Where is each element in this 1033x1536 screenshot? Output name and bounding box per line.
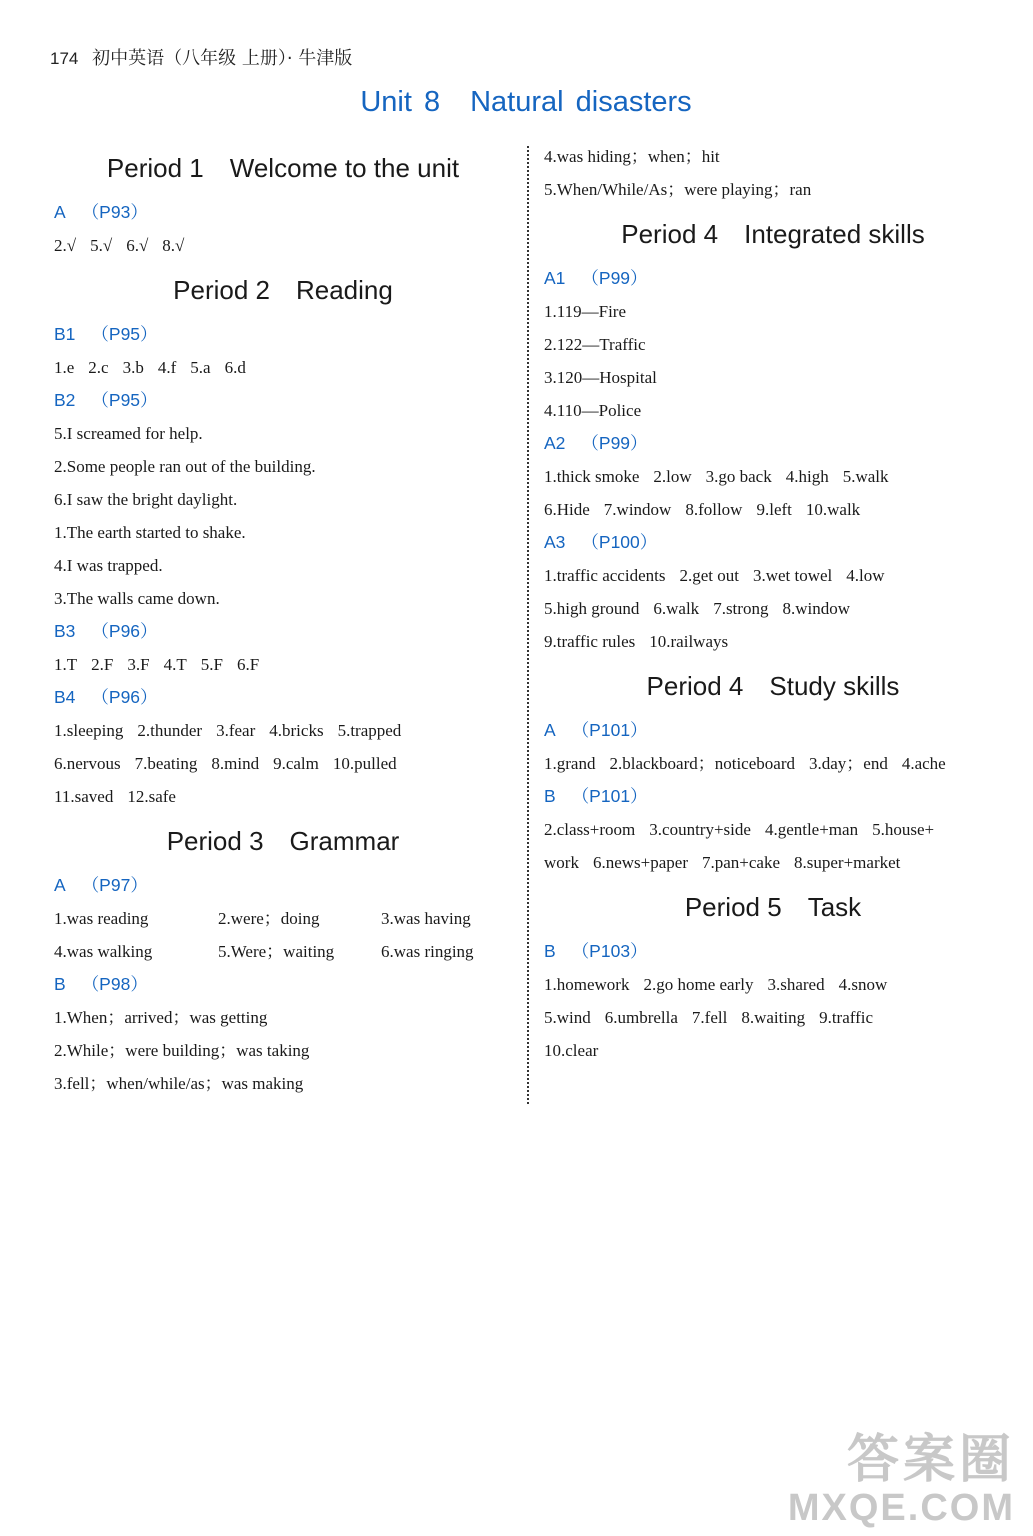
exercise-label xyxy=(48,968,518,1001)
exercise-id: B3 xyxy=(54,621,76,641)
page-header xyxy=(50,44,352,70)
answer-item: 7.fell xyxy=(691,1008,728,1027)
answer-item: 3.day；end xyxy=(808,754,888,773)
exercise-label xyxy=(48,869,518,902)
answer-item: 5.wind xyxy=(544,1008,591,1027)
answer-item: 1.e xyxy=(54,358,75,377)
answer-item: 7.beating xyxy=(134,754,198,773)
period-topic: Integrated skills xyxy=(744,219,925,249)
unit-name: Natural disasters xyxy=(470,86,692,118)
answer-item: 4.T xyxy=(163,655,187,674)
exercise-label xyxy=(538,935,1008,968)
answer-item: 2.Some people ran out of the building. xyxy=(54,457,316,476)
answer-row xyxy=(48,450,518,483)
watermark xyxy=(788,1432,1015,1528)
answer-row xyxy=(538,1001,1008,1034)
answer-item: 1.119—Fire xyxy=(544,302,627,321)
answer-item: 3.b xyxy=(122,358,144,377)
answer-item: 8.√ xyxy=(162,236,185,255)
answer-item: 5.a xyxy=(190,358,211,377)
answer-item: 4.low xyxy=(846,566,885,585)
answer-item: 7.window xyxy=(603,500,672,519)
answer-row xyxy=(538,592,1008,625)
period-number: Period 4 xyxy=(621,219,719,249)
exercise-label xyxy=(48,318,518,351)
answer-item: 2.get out xyxy=(679,566,739,585)
answer-item: 3.was having xyxy=(381,909,471,928)
period-section xyxy=(538,879,1008,1067)
exercise-id: B2 xyxy=(54,390,76,410)
book-title: 初中英语（八年级 上册）· 牛津版 xyxy=(92,48,353,69)
exercise-id: A1 xyxy=(544,268,566,288)
answer-item: 2.√ xyxy=(54,236,77,255)
answer-item: 6.F xyxy=(236,655,260,674)
answer-item: 4.snow xyxy=(838,975,888,994)
column-divider xyxy=(527,146,529,1104)
period-heading xyxy=(538,879,1008,935)
answer-item: 1.sleeping xyxy=(54,721,124,740)
answer-item: 6.umbrella xyxy=(604,1008,678,1027)
answer-item: 2.122—Traffic xyxy=(544,335,646,354)
exercise-label xyxy=(48,384,518,417)
exercise-label xyxy=(538,780,1008,813)
answer-item: 1.T xyxy=(54,655,78,674)
answer-item: 4.f xyxy=(157,358,177,377)
period-number: Period 4 xyxy=(646,671,744,701)
exercise-id: B xyxy=(54,974,66,994)
answer-row xyxy=(48,516,518,549)
answer-item: 1.grand xyxy=(544,754,596,773)
answer-item: 1.When；arrived；was getting xyxy=(54,1008,268,1027)
exercise-label xyxy=(48,681,518,714)
answer-row xyxy=(48,549,518,582)
period-heading xyxy=(48,262,518,318)
answer-item: 3.120—Hospital xyxy=(544,368,657,387)
period-number: Period 2 xyxy=(173,275,270,305)
exercise-id: A xyxy=(54,202,66,222)
answer-item: 4.gentle+man xyxy=(764,820,859,839)
answer-item: 2.c xyxy=(88,358,109,377)
answer-item: 9.calm xyxy=(273,754,319,773)
answer-item: work xyxy=(544,853,579,872)
exercise-page: （P96） xyxy=(91,687,158,707)
answer-row xyxy=(48,902,518,935)
unit-title xyxy=(0,86,1033,119)
answer-item: 10.walk xyxy=(805,500,861,519)
answer-item: 4.was hiding；when；hit xyxy=(544,147,720,166)
answer-row xyxy=(538,394,1008,427)
period-number: Period 3 xyxy=(166,826,264,856)
answer-row xyxy=(48,417,518,450)
answer-item: 6.I saw the bright daylight. xyxy=(54,490,238,509)
answer-row xyxy=(538,295,1008,328)
answer-row xyxy=(538,813,1008,846)
answer-item: 3.country+side xyxy=(649,820,751,839)
watermark-logo-text: 答案圈 xyxy=(846,1431,1015,1489)
answer-item: 2.class+room xyxy=(544,820,636,839)
continued-answers xyxy=(538,140,1008,206)
answer-item: 6.news+paper xyxy=(592,853,688,872)
answer-item: 5.trapped xyxy=(337,721,402,740)
right-column xyxy=(538,140,1008,1067)
answer-item: 2.go home early xyxy=(643,975,754,994)
exercise-page: （P103） xyxy=(571,941,648,961)
answer-item: 5.F xyxy=(200,655,223,674)
answer-item: 3.shared xyxy=(767,975,825,994)
period-number: Period 1 xyxy=(106,153,204,183)
answer-item: 2.were；doing xyxy=(218,909,320,928)
answer-row xyxy=(48,747,518,780)
answer-item: 2.blackboard；noticeboard xyxy=(609,754,795,773)
answer-item: 10.railways xyxy=(649,632,729,651)
period-section xyxy=(538,658,1008,879)
unit-number: Unit 8 xyxy=(360,86,441,118)
answer-row xyxy=(48,714,518,747)
answer-item: 8.window xyxy=(782,599,850,618)
answer-item: 2.thunder xyxy=(137,721,203,740)
answer-item: 7.strong xyxy=(713,599,769,618)
answer-item: 5.√ xyxy=(90,236,113,255)
answer-row xyxy=(538,846,1008,879)
answer-item: 6.d xyxy=(224,358,246,377)
answer-row xyxy=(48,483,518,516)
answer-item: 3.wet towel xyxy=(752,566,833,585)
answer-item: 8.waiting xyxy=(741,1008,806,1027)
page-number: 174 xyxy=(50,49,79,68)
exercise-page: （P100） xyxy=(581,532,658,552)
answer-row xyxy=(538,460,1008,493)
exercise-page: （P97） xyxy=(81,875,148,895)
period-number: Period 5 xyxy=(684,892,782,922)
answer-item: 3.F xyxy=(127,655,150,674)
period-heading xyxy=(538,206,1008,262)
answer-item: 5.I screamed for help. xyxy=(54,424,203,443)
answer-row xyxy=(538,173,1008,206)
period-section xyxy=(48,813,518,1100)
answer-item: 8.follow xyxy=(685,500,743,519)
answer-row xyxy=(538,968,1008,1001)
answer-item: 2.F xyxy=(91,655,114,674)
answer-row xyxy=(538,361,1008,394)
answer-item: 4.ache xyxy=(901,754,946,773)
period-section xyxy=(48,262,518,813)
period-section xyxy=(48,140,518,262)
answer-item: 1.was reading xyxy=(54,909,149,928)
answer-row xyxy=(48,351,518,384)
exercise-page: （P98） xyxy=(81,974,148,994)
exercise-page: （P101） xyxy=(571,720,648,740)
answer-item: 5.walk xyxy=(842,467,889,486)
answer-item: 5.Were；waiting xyxy=(218,942,335,961)
watermark-url: MXQE.COM xyxy=(787,1487,1015,1529)
exercise-label xyxy=(538,526,1008,559)
answer-row xyxy=(538,493,1008,526)
answer-row xyxy=(48,935,518,968)
answer-item: 9.traffic rules xyxy=(544,632,636,651)
answer-row xyxy=(48,1034,518,1067)
answer-item: 6.was ringing xyxy=(381,942,474,961)
answer-item: 8.mind xyxy=(211,754,260,773)
answer-item: 4.high xyxy=(785,467,829,486)
answer-row xyxy=(538,559,1008,592)
exercise-id: B4 xyxy=(54,687,76,707)
period-section xyxy=(538,206,1008,658)
answer-item: 6.√ xyxy=(126,236,149,255)
answer-item: 2.While；were building；was taking xyxy=(54,1041,310,1060)
period-heading xyxy=(538,658,1008,714)
answer-item: 5.high ground xyxy=(544,599,640,618)
answer-item: 9.left xyxy=(756,500,792,519)
exercise-id: A3 xyxy=(544,532,566,552)
answer-row xyxy=(538,625,1008,658)
answer-item: 3.go back xyxy=(705,467,772,486)
answer-item: 1.homework xyxy=(544,975,630,994)
answer-item: 4.110—Police xyxy=(544,401,642,420)
period-topic: Welcome to the unit xyxy=(229,153,460,183)
answer-item: 12.safe xyxy=(127,787,176,806)
period-heading xyxy=(48,813,518,869)
answer-row xyxy=(538,140,1008,173)
answer-item: 8.super+market xyxy=(794,853,901,872)
answer-row xyxy=(538,328,1008,361)
answer-row xyxy=(48,229,518,262)
answer-item: 6.walk xyxy=(653,599,700,618)
answer-row xyxy=(48,780,518,813)
answer-item: 9.traffic xyxy=(819,1008,874,1027)
answer-row xyxy=(48,1067,518,1100)
answer-row xyxy=(48,582,518,615)
exercise-page: （P99） xyxy=(581,433,648,453)
exercise-label xyxy=(538,262,1008,295)
left-column xyxy=(48,140,518,1100)
answer-row xyxy=(538,747,1008,780)
exercise-page: （P95） xyxy=(91,324,158,344)
answer-item: 7.pan+cake xyxy=(701,853,781,872)
answer-item: 3.fell；when/while/as；was making xyxy=(54,1074,304,1093)
answer-row xyxy=(48,648,518,681)
answer-item: 2.low xyxy=(653,467,692,486)
answer-item: 6.nervous xyxy=(54,754,121,773)
answer-item: 10.pulled xyxy=(332,754,397,773)
answer-item: 6.Hide xyxy=(544,500,590,519)
answer-item: 4.I was trapped. xyxy=(54,556,163,575)
exercise-page: （P93） xyxy=(81,202,148,222)
answer-item: 3.The walls came down. xyxy=(54,589,220,608)
answer-item: 4.was walking xyxy=(54,942,153,961)
answer-item: 1.The earth started to shake. xyxy=(54,523,246,542)
period-heading xyxy=(48,140,518,196)
answer-item: 10.clear xyxy=(544,1041,599,1060)
exercise-id: A2 xyxy=(544,433,566,453)
answer-item: 1.thick smoke xyxy=(544,467,640,486)
answer-row xyxy=(538,1034,1008,1067)
answer-item: 5.house+ xyxy=(872,820,935,839)
exercise-label xyxy=(538,714,1008,747)
answer-item: 11.saved xyxy=(54,787,114,806)
exercise-id: B1 xyxy=(54,324,76,344)
answer-item: 1.traffic accidents xyxy=(544,566,666,585)
period-topic: Grammar xyxy=(289,826,400,856)
exercise-page: （P99） xyxy=(581,268,648,288)
answer-item: 5.When/While/As；were playing；ran xyxy=(544,180,812,199)
exercise-id: A xyxy=(544,720,556,740)
period-topic: Study skills xyxy=(769,671,900,701)
answer-row xyxy=(48,1001,518,1034)
exercise-id: A xyxy=(54,875,66,895)
period-topic: Reading xyxy=(295,275,393,305)
exercise-id: B xyxy=(544,941,556,961)
exercise-label xyxy=(48,615,518,648)
exercise-label xyxy=(48,196,518,229)
answer-item: 4.bricks xyxy=(269,721,324,740)
exercise-page: （P96） xyxy=(91,621,158,641)
period-topic: Task xyxy=(807,892,862,922)
answer-item: 3.fear xyxy=(216,721,256,740)
exercise-page: （P95） xyxy=(91,390,158,410)
exercise-id: B xyxy=(544,786,556,806)
exercise-label xyxy=(538,427,1008,460)
exercise-page: （P101） xyxy=(571,786,648,806)
